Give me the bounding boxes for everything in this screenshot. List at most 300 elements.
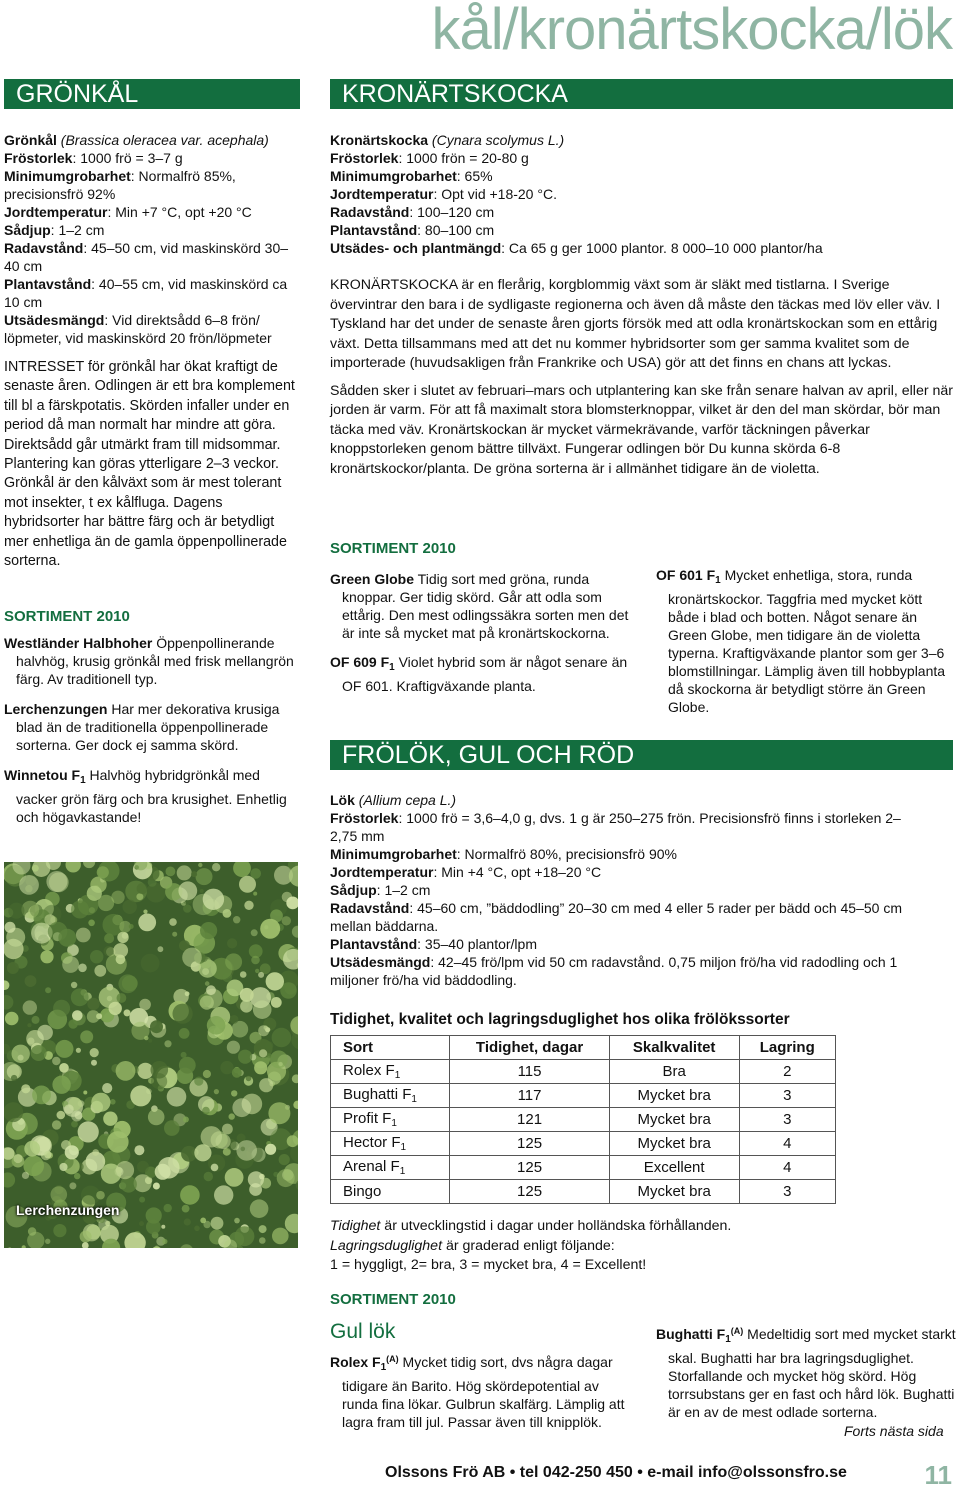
kale-leaf-texture: [196, 868, 213, 885]
gronkal-spec-value: : 45–50 cm, vid maskinskörd 30–40 cm: [4, 240, 288, 274]
kale-leaf-texture: [68, 1019, 77, 1028]
kale-leaf-texture: [31, 1045, 47, 1061]
kale-leaf-texture: [244, 901, 253, 910]
kronartskocka-variety-sub: 1: [715, 575, 721, 586]
kale-leaf-texture: [87, 1010, 100, 1023]
kale-leaf-texture: [153, 1183, 160, 1190]
kronartskocka-para-1: KRONÄRTSKOCKA är en flerårig, korgblommig växt som är släkt med tistlarna. I Sverige övervintrar den bara i de sydligaste regionerna och även då måste den täckas med löv eller väv. I Tyskland har det under de senaste åren gjorts försök med att odla kronärtskockan som en ettårig växt. Detta tillsammans med att det nu kommer hybridsorter som ger samma kvalitet som de importerade (huvudsakligen från Frankrike och USA) gör att det finns en chans att lyckas.: [330, 276, 956, 374]
kale-leaf-texture: [71, 1111, 82, 1122]
gronkal-spec-value: : Normalfrö 85%, precisionsfrö 92%: [4, 168, 236, 202]
kale-leaf-texture: [155, 1164, 171, 1180]
kale-leaf-texture: [239, 876, 256, 893]
table-header-cell: Lagring: [739, 1036, 836, 1060]
kale-leaf-texture: [238, 1050, 252, 1064]
frolok-spec-line: [330, 809, 915, 845]
kale-leaf-texture: [225, 953, 242, 970]
kale-leaf-texture: [240, 1000, 253, 1013]
gronkal-spec-label: Sådjup: [4, 222, 51, 238]
kale-leaf-texture: [25, 975, 37, 987]
note-term-tidighet: Tidighet: [330, 1218, 380, 1234]
kale-leaf-texture: [183, 1117, 189, 1123]
cell-sort-name: Bughatti F: [343, 1086, 411, 1103]
table-body: [331, 1060, 836, 1204]
kronartskocka-spec: [330, 131, 950, 257]
frolok-spec-line: [330, 881, 915, 899]
kale-leaf-texture: [139, 1221, 144, 1226]
kronartskocka-spec-line: [330, 149, 950, 167]
kronartskocka-variety: [330, 570, 630, 642]
gronkal-spec-line: [4, 311, 294, 347]
kronartskocka-variety-name: Green Globe: [330, 571, 414, 587]
page-number: 11: [925, 1460, 953, 1491]
kale-leaf-texture: [148, 1109, 165, 1126]
kale-leaf-texture: [32, 1086, 51, 1105]
frolok-spec-value: : Normalfrö 80%, precisionsfrö 90%: [457, 846, 677, 862]
kale-leaf-texture: [141, 954, 160, 973]
kale-leaf-texture: [49, 872, 69, 892]
kale-leaf-texture: [148, 1039, 152, 1043]
gronkal-variety-desc: Halvhög hybridgrönkål med vacker grön färg och bra krusighet. Enhetlig och högavkastande!: [16, 767, 287, 825]
kale-leaf-texture: [5, 1012, 19, 1026]
kale-leaf-texture: [279, 1062, 283, 1066]
kale-leaf-texture: [11, 1075, 17, 1081]
gronkal-spec-value: : 1000 frö = 3–7 g: [72, 150, 182, 166]
kale-leaf-texture: [203, 889, 224, 910]
kale-leaf-texture: [71, 1121, 78, 1128]
table-header-row: [331, 1036, 836, 1060]
cell-tidighet: 125: [450, 1132, 609, 1156]
table-row: [331, 1108, 836, 1132]
kale-leaf-texture: [179, 1057, 196, 1074]
gronkal-body-text: INTRESSET för grönkål har ökat kraftigt de senaste åren. Odlingen är ett bra komplement till bl a färskpotatis. Skörden infaller under en period då man normalt har mindre att göra. Direktsådd går utmärkt fram till midsommar. Plantering kan göras ytterligare 2–3 veckor. Grönkål är den kålväxt som är mest tolerant mot insekter, t ex kålfluga. Dagens hybridsorter har bättre färg och är betydligt mer enhetliga än de gamla öppenpollinerade sorterna.: [4, 358, 296, 571]
bughatti-sub: 1: [725, 1334, 731, 1345]
kale-leaf-texture: [258, 1025, 269, 1036]
kale-leaf-texture: [19, 875, 39, 895]
kale-photo-image: [4, 862, 298, 1248]
cell-sort: [331, 1108, 450, 1132]
gronkal-spec-label: Utsädesmängd: [4, 312, 104, 328]
gronkal-spec-value: : 40–55 cm, vid maskinskörd ca 10 cm: [4, 276, 287, 310]
kronartskocka-spec-value: : Ca 65 g ger 1000 plantor. 8 000–10 000 plantor/ha: [501, 240, 822, 256]
table-header-cell: Sort: [331, 1036, 450, 1060]
frolok-spec-label: Sådjup: [330, 882, 377, 898]
kale-leaf-texture: [116, 1161, 134, 1179]
kale-leaf-texture: [240, 971, 247, 978]
kale-leaf-texture: [164, 1120, 180, 1136]
kale-leaf-texture: [158, 946, 164, 952]
frolok-spec-value: : 42–45 frö/lpm vid 50 cm radavstånd. 0,75 miljon frö/ha vid radodling och 1 miljoner frö/ha vid bäddodling.: [330, 954, 897, 988]
frolok-spec-line: [330, 863, 915, 881]
kale-leaf-texture: [124, 1009, 131, 1016]
kale-leaf-texture: [173, 1004, 193, 1024]
kale-leaf-texture: [250, 868, 261, 879]
kronartskocka-sortiment-heading: [330, 540, 456, 558]
kale-leaf-texture: [246, 1076, 252, 1082]
kale-leaf-texture: [240, 988, 254, 1002]
kale-leaf-texture: [90, 950, 103, 963]
kale-leaf-texture: [113, 943, 128, 958]
kale-leaf-texture: [5, 922, 16, 933]
frolok-spec-line: [330, 935, 915, 953]
kale-leaf-texture: [143, 910, 147, 914]
kale-leaf-texture: [87, 886, 102, 901]
kronartskocka-spec-label: Utsädes- och plantmängd: [330, 240, 501, 256]
rolex-entry: [330, 1350, 630, 1431]
kale-leaf-texture: [104, 946, 114, 956]
gronkal-spec-label: Fröstorlek: [4, 150, 72, 166]
kale-leaf-texture: [97, 866, 109, 878]
kale-leaf-texture: [184, 1218, 191, 1225]
gronkal-spec-label: Grönkål: [4, 132, 57, 148]
gronkal-spec-line: [4, 203, 294, 221]
frolok-sortiment-heading: SORTIMENT 2010: [330, 1291, 456, 1309]
kale-leaf-texture: [65, 1145, 79, 1159]
kale-leaf-texture: [194, 1077, 203, 1086]
kale-leaf-texture: [123, 900, 137, 914]
kale-leaf-texture: [103, 1112, 117, 1126]
frolok-sortiment: [330, 1291, 456, 1309]
kale-leaf-texture: [59, 1163, 67, 1171]
note-def-tidighet: är utvecklingstid i dagar under holländska förhållanden.: [380, 1218, 731, 1234]
frolok-spec-value: : 1000 frö = 3,6–4,0 g, dvs. 1 g är 250–275 frön. Precisionsfrö finns i storleken 2–2,75 mm: [330, 810, 901, 844]
bughatti-entry: [656, 1322, 956, 1421]
kale-leaf-texture: [227, 1041, 240, 1054]
kale-leaf-texture: [232, 1068, 242, 1078]
kronartskocka-varieties-right: [656, 566, 956, 716]
kale-leaf-texture: [90, 1048, 99, 1057]
kale-leaf-texture: [22, 1172, 29, 1179]
kale-leaf-texture: [88, 920, 95, 927]
kale-leaf-texture: [8, 903, 24, 919]
kale-leaf-texture: [109, 1002, 122, 1015]
kale-leaf-texture: [94, 965, 106, 977]
gronkal-variety: [4, 634, 300, 688]
kale-leaf-texture: [161, 1225, 165, 1229]
kale-leaf-texture: [87, 998, 99, 1010]
cell-sort-name: Hector F: [343, 1134, 401, 1151]
gronkal-variety-list: [4, 634, 300, 826]
kale-leaf-texture: [250, 1199, 269, 1218]
kale-leaf-texture: [267, 1053, 272, 1058]
kale-leaf-texture: [80, 1030, 93, 1043]
cell-sort: [331, 1132, 450, 1156]
gronkal-body: [4, 358, 296, 571]
kale-leaf-texture: [71, 988, 89, 1006]
kale-leaf-texture: [136, 893, 143, 900]
kronartskocka-variety: [656, 566, 956, 716]
note-term-lagring: Lagringsduglighet: [330, 1238, 442, 1254]
cell-skal: Mycket bra: [609, 1084, 739, 1108]
frolok-spec-line: [330, 899, 915, 935]
kronartskocka-variety-desc: Mycket enhetliga, stora, runda kronärtskockor. Taggfria med mycket kött både i blad och botten. Något senare än Green Globe, men tidigare än de violetta typerna. Kraftigväxande plantor som ger 3–6 blomstillningar. Lämplig även till hobbyplanta då skockorna är betydligt större än Green Globe.: [668, 567, 945, 715]
kale-leaf-texture: [37, 1025, 53, 1041]
kronartskocka-spec-label: Jordtemperatur: [330, 186, 433, 202]
kale-leaf-texture: [110, 1099, 116, 1105]
kronartskocka-spec-value: : Opt vid +18-20 °C.: [433, 186, 557, 202]
kale-leaf-texture: [139, 1197, 145, 1203]
kale-leaf-texture: [233, 916, 240, 923]
gronkal-spec-label: Minimumgrobarhet: [4, 168, 131, 184]
gronkal-sortiment: [4, 608, 300, 826]
kronartskocka-variety-name: OF 601 F: [656, 567, 715, 583]
kronartskocka-spec-value: : 100–120 cm: [409, 204, 494, 220]
rolex-sup: (A): [386, 1354, 399, 1364]
kale-leaf-texture: [258, 972, 264, 978]
kale-leaf-texture: [32, 1016, 40, 1024]
cell-sort-sub: 1: [391, 1118, 397, 1129]
cell-lagring: 3: [739, 1108, 836, 1132]
kronartskocka-spec-value: : 80–100 cm: [417, 222, 494, 238]
kale-leaf-texture: [232, 1098, 251, 1117]
gronkal-spec-line: [4, 167, 294, 203]
kale-leaf-texture: [24, 1141, 40, 1157]
kale-leaf-texture: [78, 964, 87, 973]
kale-leaf-texture: [7, 962, 19, 974]
kale-leaf-texture: [146, 1220, 161, 1235]
kale-leaf-texture: [4, 1102, 23, 1122]
frolok-spec-label: Lök: [330, 792, 355, 808]
kale-leaf-texture: [270, 1051, 288, 1069]
frolok-spec-line: [330, 791, 915, 809]
gronkal-variety-name: Westländer Halbhoher: [4, 635, 152, 651]
kale-leaf-texture: [52, 1057, 60, 1065]
cell-sort-name: Arenal F: [343, 1158, 400, 1175]
gronkal-spec-line: [4, 275, 294, 311]
frolok-spec-value: : Min +4 °C, opt +18–20 °C: [433, 864, 601, 880]
onion-table-notes: [330, 1217, 930, 1276]
kale-photo: [4, 862, 298, 1248]
gronkal-sortiment-heading: SORTIMENT 2010: [4, 608, 300, 626]
cell-sort-name: Rolex F: [343, 1062, 395, 1079]
kale-leaf-texture: [205, 981, 210, 986]
rolex-name: Rolex F: [330, 1354, 381, 1370]
kale-leaf-texture: [23, 1000, 37, 1014]
kale-leaf-texture: [259, 1049, 267, 1057]
kale-leaf-texture: [182, 1205, 190, 1213]
kronartskocka-spec-line: [330, 203, 950, 221]
table-header-cell: Skalkvalitet: [609, 1036, 739, 1060]
kale-leaf-texture: [279, 1154, 290, 1165]
kale-leaf-texture: [251, 929, 258, 936]
gronkal-spec-label: Radavstånd: [4, 240, 83, 256]
kale-leaf-texture: [201, 1126, 222, 1147]
kale-leaf-texture: [27, 1038, 34, 1045]
kale-leaf-texture: [91, 1060, 97, 1066]
cell-sort-sub: 1: [411, 1094, 417, 1105]
kale-leaf-texture: [32, 865, 39, 872]
frolok-spec-value: : 35–40 plantor/lpm: [417, 936, 537, 952]
kale-leaf-texture: [211, 1164, 219, 1172]
frolok-spec-label: Utsädesmängd: [330, 954, 430, 970]
cell-skal: Mycket bra: [609, 1132, 739, 1156]
kale-leaf-texture: [96, 1191, 105, 1200]
kronartskocka-sortiment-title: SORTIMENT 2010: [330, 540, 456, 558]
kale-leaf-texture: [253, 892, 257, 896]
kale-leaf-texture: [78, 1121, 99, 1142]
kronartskocka-variety-desc: Tidig sort med gröna, runda knoppar. Ger tidig skörd. Går att odla som ettårig. Den mest odlingssäkra sorten men det är inte så mycket mat på kronärtskockorna.: [342, 571, 628, 641]
frolok-spec-value: (Allium cepa L.): [355, 792, 456, 808]
page-title: kål/kronärtskocka/lök: [431, 0, 952, 63]
kronartskocka-varieties-left: [330, 570, 630, 695]
cell-sort: [331, 1180, 450, 1204]
gronkal-variety: [4, 700, 300, 754]
kale-leaf-texture: [182, 948, 202, 968]
kronartskocka-variety-desc: Violet hybrid som är något senare än OF 601. Kraftigväxande planta.: [342, 654, 627, 694]
kale-leaf-texture: [202, 1107, 210, 1115]
note-def-lagring: är graderad enligt följande:: [442, 1238, 615, 1254]
kale-leaf-texture: [268, 1102, 290, 1124]
kale-leaf-texture: [180, 1185, 200, 1205]
table-row: [331, 1084, 836, 1108]
kale-leaf-texture: [230, 1015, 239, 1024]
kale-leaf-texture: [185, 991, 190, 996]
kale-leaf-texture: [137, 1161, 149, 1173]
kronartskocka-spec-label: Minimumgrobarhet: [330, 168, 457, 184]
kale-leaf-texture: [214, 1185, 233, 1204]
kronartskocka-spec-value: (Cynara scolymus L.): [428, 132, 564, 148]
frolok-spec-label: Jordtemperatur: [330, 864, 433, 880]
note-line-1: [330, 1217, 930, 1237]
kale-leaf-texture: [178, 881, 197, 900]
kale-leaf-texture: [92, 1149, 99, 1156]
frolok-spec-label: Radavstånd: [330, 900, 409, 916]
kale-leaf-texture: [137, 883, 148, 894]
kale-leaf-texture: [272, 1228, 289, 1245]
gronkal-spec-value: (Brassica oleracea var. acephala): [57, 132, 269, 148]
kale-leaf-texture: [198, 863, 202, 867]
kale-leaf-texture: [162, 1239, 167, 1244]
kale-leaf-texture: [80, 1231, 92, 1243]
gronkal-spec-line: [4, 221, 294, 239]
kale-leaf-texture: [222, 972, 232, 982]
cell-sort: [331, 1156, 450, 1180]
kale-leaf-texture: [122, 975, 138, 991]
kale-leaf-texture: [260, 919, 280, 939]
kale-leaf-texture: [259, 1225, 267, 1233]
kale-leaf-texture: [52, 1076, 70, 1094]
cell-tidighet: 125: [450, 1180, 609, 1204]
rolex-sub: 1: [381, 1362, 387, 1373]
gronkal-spec: [4, 131, 294, 347]
kronartskocka-spec-label: Fröstorlek: [330, 150, 398, 166]
table-row: [331, 1156, 836, 1180]
cell-tidighet: 125: [450, 1156, 609, 1180]
kale-leaf-texture: [52, 1120, 61, 1129]
bughatti-desc: Medeltidig sort med mycket starkt skal. Bughatti har bra lagringsduglighet. Storfallande och mycket hög skörd. Hög torrsubstans ger en fast och hård lök. Bughatti är en av de mest odlade sorterna.: [668, 1326, 956, 1420]
kale-leaf-texture: [57, 1111, 66, 1120]
kale-leaf-texture: [27, 1023, 31, 1027]
cell-sort-sub: 1: [395, 1070, 401, 1081]
frolok-spec: [330, 791, 915, 989]
gronkal-variety-desc: Har mer dekorativa krusiga blad än de traditionella öppenpollinerade sorterna. Ger dock ej samma skörd.: [16, 701, 279, 753]
kale-leaf-texture: [53, 1000, 70, 1017]
kale-leaf-texture: [138, 914, 156, 932]
kale-leaf-texture: [62, 956, 79, 973]
kale-leaf-texture: [206, 985, 216, 995]
onion-variety-table: [330, 1035, 836, 1204]
kale-leaf-texture: [179, 1028, 190, 1039]
continued-note: Forts nästa sida: [844, 1423, 944, 1439]
kale-leaf-texture: [211, 1217, 224, 1230]
cell-lagring: 2: [739, 1060, 836, 1084]
cell-skal: Mycket bra: [609, 1108, 739, 1132]
kale-leaf-texture: [76, 1048, 81, 1053]
kale-leaf-texture: [166, 867, 176, 877]
footer-contact: Olssons Frö AB • tel 042-250 450 • e-mail info@olssonsfro.se: [385, 1464, 847, 1482]
kale-leaf-texture: [53, 1224, 66, 1237]
cell-lagring: 4: [739, 1156, 836, 1180]
kale-leaf-texture: [45, 1239, 50, 1244]
kale-leaf-texture: [225, 1168, 244, 1187]
cell-skal: Mycket bra: [609, 1180, 739, 1204]
frolok-spec-value: : 1–2 cm: [377, 882, 431, 898]
kale-leaf-texture: [214, 1089, 219, 1094]
cell-lagring: 4: [739, 1132, 836, 1156]
table-row: [331, 1060, 836, 1084]
kale-leaf-texture: [271, 997, 282, 1008]
cell-tidighet: 121: [450, 1108, 609, 1132]
kale-leaf-texture: [266, 972, 284, 990]
cell-sort: [331, 1060, 450, 1084]
kale-leaf-texture: [282, 916, 291, 925]
bughatti-variety: [656, 1322, 956, 1421]
cell-sort-sub: 1: [401, 1142, 407, 1153]
frolok-spec-line: [330, 845, 915, 863]
kale-leaf-texture: [18, 1055, 24, 1061]
kronartskocka-variety: [330, 653, 630, 695]
kale-leaf-texture: [207, 1016, 226, 1035]
kale-leaf-texture: [241, 1147, 246, 1152]
kronartskocka-body: [330, 276, 956, 479]
cell-skal: Excellent: [609, 1156, 739, 1180]
kale-leaf-texture: [64, 1104, 74, 1114]
kale-leaf-texture: [40, 950, 53, 963]
kale-leaf-texture: [227, 938, 237, 948]
kronartskocka-spec-line: [330, 239, 950, 257]
frolok-spec-value: : 45–60 cm, ”bäddodling” 20–30 cm med 4 eller 5 rader per bädd och 45–50 cm mellan bäddarna.: [330, 900, 902, 934]
gronkal-spec-label: Plantavstånd: [4, 276, 91, 292]
cell-skal: Bra: [609, 1060, 739, 1084]
kale-leaf-texture: [251, 956, 260, 965]
onion-table-title: Tidighet, kvalitet och lagringsduglighet hos olika frölökssorter: [330, 1011, 790, 1029]
kale-leaf-texture: [150, 1020, 163, 1033]
kale-leaf-texture: [231, 1090, 237, 1096]
kale-leaf-texture: [139, 999, 151, 1011]
bughatti-sup: (A): [731, 1326, 744, 1336]
kale-leaf-texture: [200, 889, 204, 893]
kale-leaf-texture: [28, 1227, 36, 1235]
kale-leaf-texture: [203, 1221, 210, 1228]
kale-leaf-texture: [220, 1061, 233, 1074]
kale-leaf-texture: [129, 924, 134, 929]
kale-leaf-texture: [151, 1073, 167, 1089]
kronartskocka-para-2: Sådden sker i slutet av februari–mars och utplantering kan ske från senare halvan av april, eller när jorden är varm. För att få maximalt stora blomsterknoppar, vilket är den del man skördar, bör man täcka med väv. Kronärtskockan är mycket värmekrävande, varför täckningen påverkar knoppstorleken genom bättre tillväxt. Fungerar odlingen bör Du kunna skörda 6-8 kronärtskockor/planta. De gröna sorterna är i allmänhet tidigare än de violetta.: [330, 382, 956, 480]
gronkal-banner: GRÖNKÅL: [4, 79, 300, 109]
gul-lok-heading: Gul lök: [330, 1320, 395, 1344]
cell-sort-name: Bingo: [343, 1183, 381, 1200]
kale-leaf-texture: [56, 1040, 74, 1058]
kale-leaf-texture: [45, 987, 51, 993]
kronartskocka-spec-label: Kronärtskocka: [330, 132, 428, 148]
kale-leaf-texture: [272, 1028, 292, 1048]
table-header-cell: Tidighet, dagar: [450, 1036, 609, 1060]
kale-leaf-texture: [236, 1140, 257, 1161]
kronartskocka-spec-value: : 65%: [457, 168, 493, 184]
kale-leaf-texture: [83, 1091, 87, 1095]
kale-leaf-texture: [116, 1061, 136, 1081]
frolok-spec-label: Fröstorlek: [330, 810, 398, 826]
kale-leaf-texture: [48, 922, 68, 942]
